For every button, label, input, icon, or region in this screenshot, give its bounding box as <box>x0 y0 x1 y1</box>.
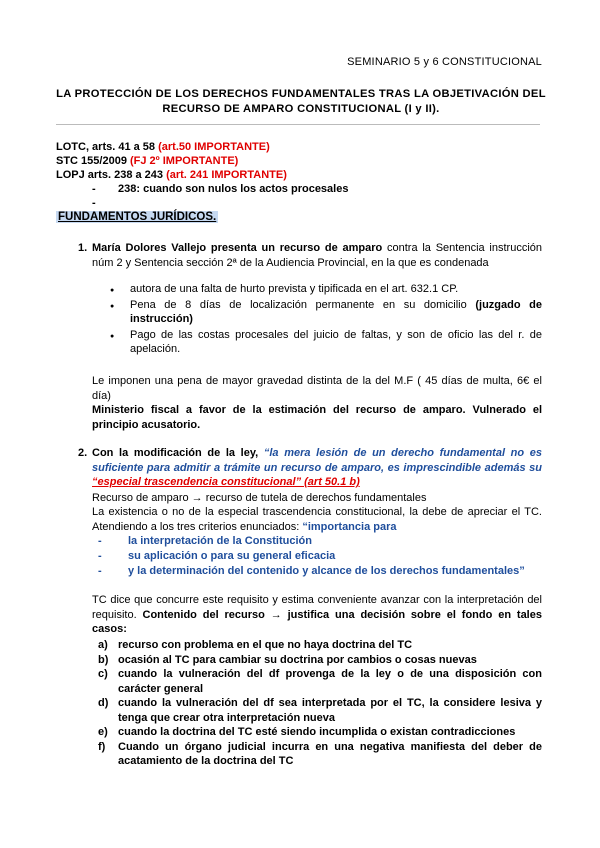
amparo-line: Recurso de amparo → recurso de tutela de derechos fundamentales <box>92 492 427 504</box>
list-item: - y la determinación del contenido y alcance de los derechos fundamentales” <box>92 564 542 579</box>
list-item: a) recurso con problema en el que no haya doctrina del TC <box>98 639 413 651</box>
list-item: b) ocasión al TC para cambiar su doctrina por cambios o cosas nuevas <box>98 653 477 666</box>
tc-paragraph: TC dice que concurre este requisito y estima conveniente avanzar con la interpretación del requisito. Contenido del recurso → justifica una decisión sobre el fondo en tales casos: <box>92 594 542 635</box>
document-title <box>56 87 546 117</box>
list-item: c) cuando la vulneración del df provenga de la ley o de una disposición con carácter general <box>98 668 542 695</box>
course-header: SEMINARIO 5 y 6 CONSTITUCIONAL <box>347 56 542 68</box>
fiscal-paragraph: Ministerio fiscal a favor de la estimación del recurso de amparo. Vulnerado el principio acusatorio. <box>92 404 542 431</box>
legal-references <box>56 140 348 210</box>
criteria-list <box>92 534 542 579</box>
item-number: 1. <box>78 242 88 254</box>
list-item: ● autora de una falta de hurto prevista y tipificada en el art. 632.1 CP. <box>110 282 542 297</box>
item-number: 2. <box>78 447 88 459</box>
list-item: e) cuando la doctrina del TC esté siendo incumplida o existan contradicciones <box>98 726 516 738</box>
section-title: FUNDAMENTOS JURÍDICOS. <box>58 211 217 223</box>
ref-lopj: LOPJ arts. 238 a 243 (art. 241 IMPORTANTE) <box>56 169 287 181</box>
list-item: ● Pena de 8 días de localización permanente en su domicilio (juzgado de instrucción) <box>110 298 542 327</box>
list-item-1: 1. María Dolores Vallejo presenta un recurso de amparo contra la Sentencia instrucción núm 2 y Sentencia sección 2ª de la Audiencia Provincial, en la que es condenada <box>78 242 542 269</box>
ref-stc: STC 155/2009 (FJ 2º IMPORTANTE) <box>56 155 239 167</box>
bullet-list <box>110 282 542 358</box>
list-item-2: 2. Con la modificación de la ley, “la mera lesión de un derecho fundamental no es suficiente para admitir a trámite un recurso de amparo, es imprescindible además su “especial trascendencia constitucional” (art 50.1 b) <box>78 447 543 488</box>
list-item: - la interpretación de la Constitución <box>92 534 542 549</box>
list-item: f) Cuando un órgano judicial incurra en una negativa manifiesta del deber de acatamiento de la doctrina del TC <box>98 740 542 767</box>
title-line-1: LA PROTECCIÓN DE LOS DERECHOS FUNDAMENTALES TRAS LA OBJETIVACIÓN DEL <box>56 88 546 100</box>
list-item: ● Pago de las costas procesales del juicio de faltas, y son de oficio las del r. de apelación. <box>110 328 542 357</box>
title-divider <box>56 124 540 125</box>
ref-dash-item: - 238: cuando son nulos los actos procesales <box>56 182 348 196</box>
ref-dash-item <box>56 196 348 210</box>
cases-list <box>92 638 542 769</box>
penalty-paragraph: Le imponen una pena de mayor gravedad distinta de la del M.F ( 45 días de multa, 6€ el día) <box>92 375 542 402</box>
title-line-2: RECURSO DE AMPARO CONSTITUCIONAL (I y II). <box>162 103 440 115</box>
list-item: - su aplicación o para su general eficacia <box>92 549 542 564</box>
list-item: d) cuando la vulneración del df sea interpretada por el TC, la considere lesiva y tenga que crear otra interpretación nueva <box>98 697 542 724</box>
ref-lotc: LOTC, arts. 41 a 58 (art.50 IMPORTANTE) <box>56 141 270 153</box>
criteria-intro: La existencia o no de la especial trascendencia constitucional, la debe de apreciar el TC. Atendiendo a los tres criterios enunciados: “importancia para <box>92 506 542 533</box>
